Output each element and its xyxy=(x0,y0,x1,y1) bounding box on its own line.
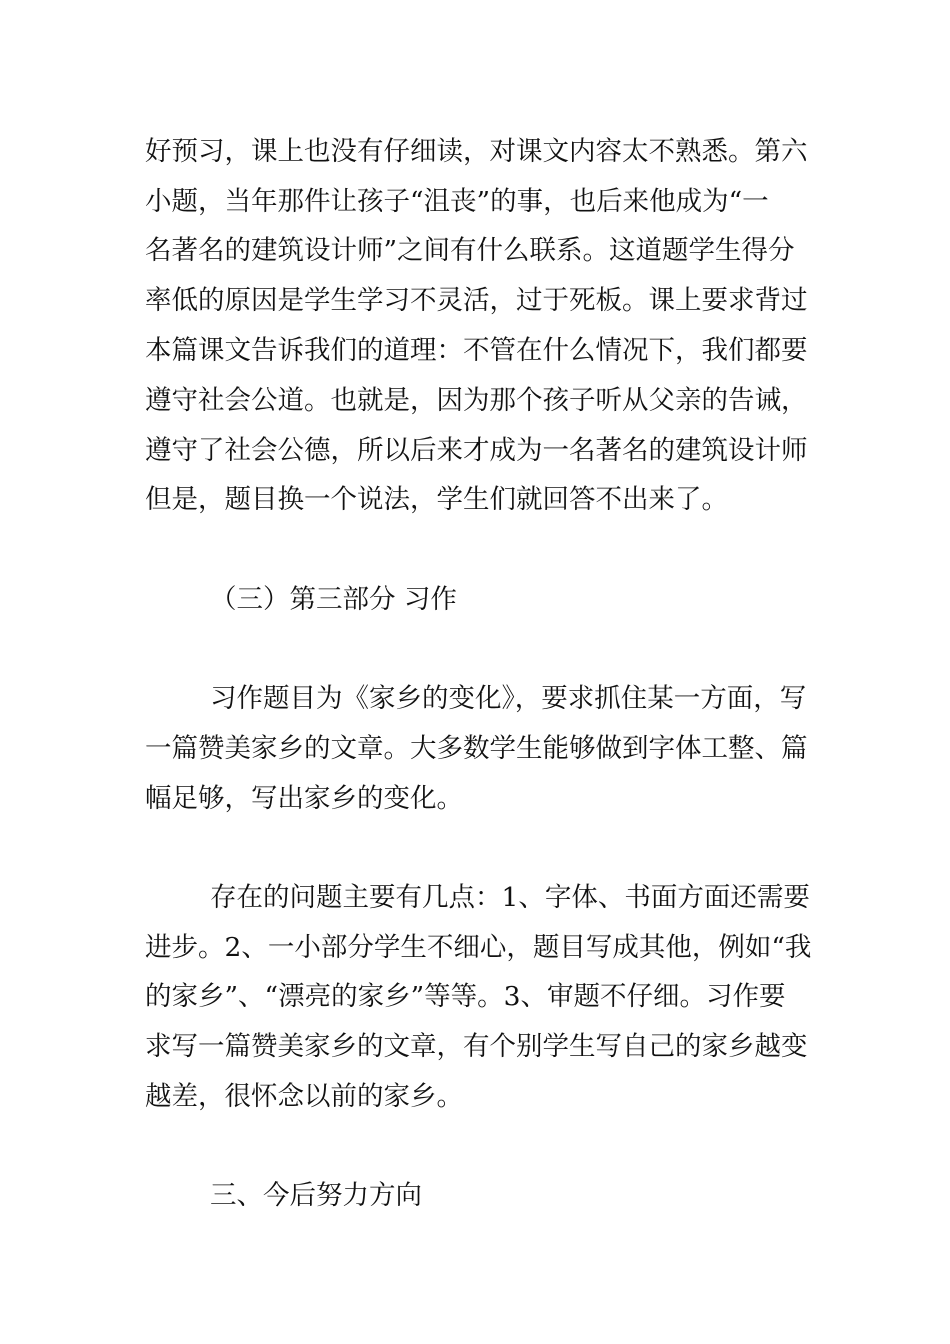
text-line: 的家乡”、“漂亮的家乡”等等。3、审题不仔细。习作要 xyxy=(145,981,786,1012)
text-line: 遵守社会公道。也就是，因为那个孩子听从父亲的告诫， xyxy=(145,385,808,416)
text-line: 遵守了社会公德，所以后来才成为一名著名的建筑设计师 xyxy=(145,435,808,466)
text-line: 存在的问题主要有几点：1、字体、书面方面还需要 xyxy=(210,882,810,913)
text-line: 习作题目为《家乡的变化》，要求抓住某一方面，写 xyxy=(210,683,807,714)
heading-line: 三、今后努力方向 xyxy=(210,1180,422,1211)
heading-line: （三）第三部分 习作 xyxy=(210,584,457,615)
text-line: 一篇赞美家乡的文章。大多数学生能够做到字体工整、篇 xyxy=(145,733,808,764)
text-line: 但是，题目换一个说法，学生们就回答不出来了。 xyxy=(145,484,728,515)
text-line: 率低的原因是学生学习不灵活，过于死板。课上要求背过 xyxy=(145,285,808,316)
text-line: 好预习，课上也没有仔细读，对课文内容太不熟悉。第六 xyxy=(145,136,808,167)
text-line: 幅足够，写出家乡的变化。 xyxy=(145,783,463,814)
text-line: 本篇课文告诉我们的道理：不管在什么情况下，我们都要 xyxy=(145,335,808,366)
text-line: 小题，当年那件让孩子“沮丧”的事，也后来他成为“一 xyxy=(145,186,769,217)
text-line: 进步。2、一小部分学生不细心，题目写成其他，例如“我 xyxy=(145,932,812,963)
text-line: 越差，很怀念以前的家乡。 xyxy=(145,1081,463,1112)
text-line: 求写一篇赞美家乡的文章，有个别学生写自己的家乡越变 xyxy=(145,1031,808,1062)
text-line: 名著名的建筑设计师”之间有什么联系。这道题学生得分 xyxy=(145,235,795,266)
